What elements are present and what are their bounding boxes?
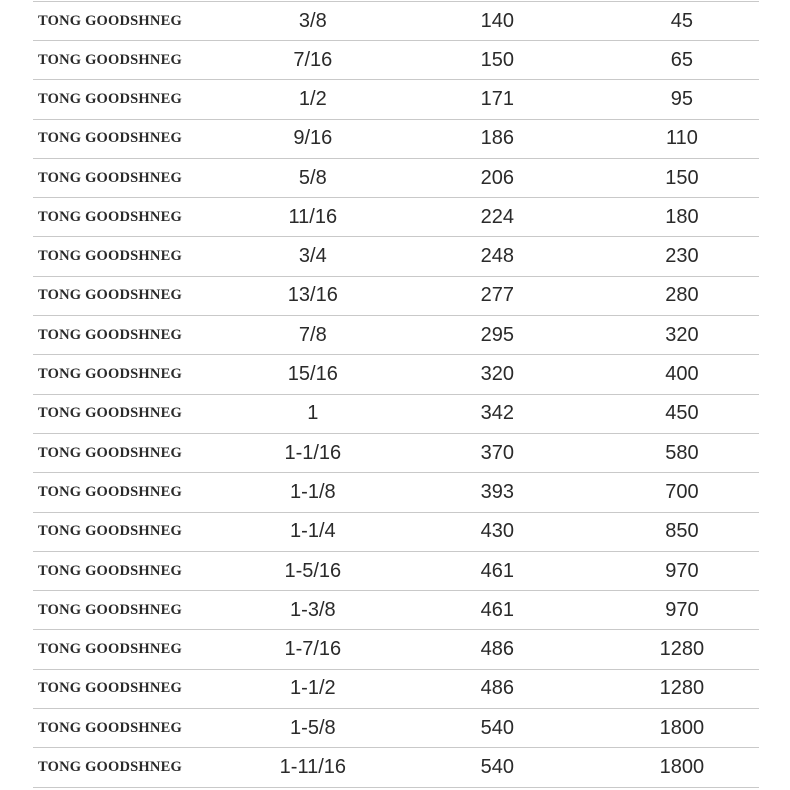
table-row [33,119,759,158]
size-cell: 1-1/4 [236,512,390,551]
table-row [33,630,759,669]
table-row [33,316,759,355]
table-row [33,591,759,630]
value-a-cell: 342 [390,394,605,433]
table-row [33,276,759,315]
spec-table-body [33,2,759,788]
value-a-cell: 370 [390,433,605,472]
value-a-cell: 277 [390,276,605,315]
spec-table [33,1,759,788]
value-b-cell: 180 [605,198,759,237]
brand-cell: TONG GOODSHNEG [33,433,236,472]
size-cell: 1-7/16 [236,630,390,669]
value-b-cell: 110 [605,119,759,158]
brand-cell: TONG GOODSHNEG [33,669,236,708]
table-row [33,237,759,276]
value-a-cell: 461 [390,591,605,630]
brand-cell: TONG GOODSHNEG [33,237,236,276]
value-a-cell: 540 [390,709,605,748]
size-cell: 9/16 [236,119,390,158]
table-row [33,551,759,590]
brand-cell: TONG GOODSHNEG [33,394,236,433]
size-cell: 1-5/16 [236,551,390,590]
brand-cell: TONG GOODSHNEG [33,198,236,237]
size-cell: 1-1/16 [236,433,390,472]
value-b-cell: 1800 [605,709,759,748]
table-row [33,158,759,197]
value-b-cell: 450 [605,394,759,433]
size-cell: 7/8 [236,316,390,355]
value-a-cell: 486 [390,630,605,669]
size-cell: 5/8 [236,158,390,197]
size-cell: 1-5/8 [236,709,390,748]
size-cell: 15/16 [236,355,390,394]
value-a-cell: 461 [390,551,605,590]
value-b-cell: 400 [605,355,759,394]
brand-cell: TONG GOODSHNEG [33,355,236,394]
table-row [33,394,759,433]
value-b-cell: 150 [605,158,759,197]
brand-cell: TONG GOODSHNEG [33,512,236,551]
brand-cell: TONG GOODSHNEG [33,316,236,355]
table-row [33,709,759,748]
table-row [33,433,759,472]
value-b-cell: 1800 [605,748,759,787]
brand-cell: TONG GOODSHNEG [33,709,236,748]
table-row [33,41,759,80]
table-row [33,80,759,119]
value-b-cell: 230 [605,237,759,276]
brand-cell: TONG GOODSHNEG [33,158,236,197]
size-cell: 3/8 [236,2,390,41]
table-row [33,2,759,41]
table-row [33,669,759,708]
value-b-cell: 970 [605,551,759,590]
value-b-cell: 580 [605,433,759,472]
brand-cell: TONG GOODSHNEG [33,2,236,41]
size-cell: 1 [236,394,390,433]
value-b-cell: 45 [605,2,759,41]
size-cell: 1/2 [236,80,390,119]
brand-cell: TONG GOODSHNEG [33,551,236,590]
value-a-cell: 248 [390,237,605,276]
value-a-cell: 206 [390,158,605,197]
size-cell: 3/4 [236,237,390,276]
brand-cell: TONG GOODSHNEG [33,473,236,512]
value-a-cell: 320 [390,355,605,394]
value-b-cell: 700 [605,473,759,512]
value-a-cell: 486 [390,669,605,708]
value-a-cell: 295 [390,316,605,355]
table-row [33,198,759,237]
table-row [33,748,759,787]
value-a-cell: 430 [390,512,605,551]
size-cell: 1-1/2 [236,669,390,708]
value-b-cell: 95 [605,80,759,119]
brand-cell: TONG GOODSHNEG [33,276,236,315]
size-cell: 7/16 [236,41,390,80]
value-a-cell: 393 [390,473,605,512]
table-row [33,355,759,394]
brand-cell: TONG GOODSHNEG [33,591,236,630]
value-a-cell: 150 [390,41,605,80]
brand-cell: TONG GOODSHNEG [33,630,236,669]
brand-cell: TONG GOODSHNEG [33,80,236,119]
value-a-cell: 540 [390,748,605,787]
table-row [33,473,759,512]
value-a-cell: 171 [390,80,605,119]
size-cell: 1-3/8 [236,591,390,630]
size-cell: 11/16 [236,198,390,237]
value-b-cell: 280 [605,276,759,315]
size-cell: 1-1/8 [236,473,390,512]
value-a-cell: 140 [390,2,605,41]
value-b-cell: 65 [605,41,759,80]
table-row [33,512,759,551]
value-b-cell: 1280 [605,669,759,708]
value-b-cell: 1280 [605,630,759,669]
value-a-cell: 224 [390,198,605,237]
brand-cell: TONG GOODSHNEG [33,119,236,158]
value-b-cell: 970 [605,591,759,630]
brand-cell: TONG GOODSHNEG [33,41,236,80]
size-cell: 1-11/16 [236,748,390,787]
value-b-cell: 320 [605,316,759,355]
value-b-cell: 850 [605,512,759,551]
size-cell: 13/16 [236,276,390,315]
brand-cell: TONG GOODSHNEG [33,748,236,787]
value-a-cell: 186 [390,119,605,158]
